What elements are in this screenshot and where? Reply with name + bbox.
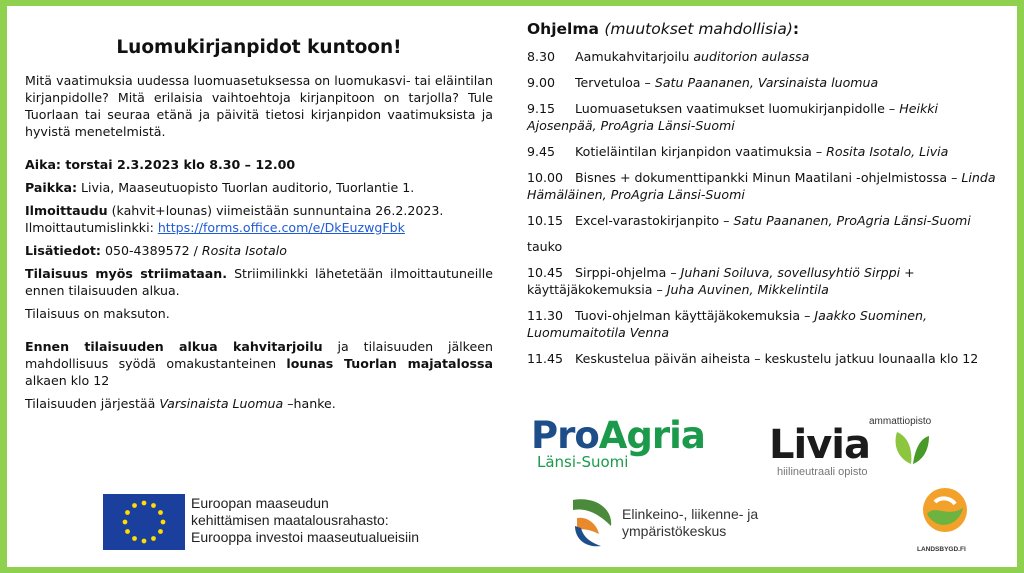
eu-star: [142, 539, 147, 544]
ely-emblem-icon: [567, 496, 617, 550]
time-line: Aika: torstai 2.3.2023 klo 8.30 – 12.00: [25, 157, 296, 172]
registration-link[interactable]: https://forms.office.com/e/DkEuzwgFbk: [157, 220, 405, 235]
info-line: Lisätiedot: 050-4389572 / Rosita Isotalo: [25, 243, 287, 258]
program-item: 9.15 Luomuasetuksen vaatimukset luomukirjanpidolle – Heikki Ajosenpää, ProAgria Länsi-Suomi: [527, 101, 939, 133]
leaf-icon: [891, 428, 931, 466]
eu-star: [132, 536, 137, 541]
coffee-line: Ennen tilaisuuden alkua kahvitarjoilu ja tilaisuuden jälkeen mahdollisuus syödä omakustanteinen lounas Tuorlan majatalossa alkaen klo 12: [25, 339, 493, 388]
eu-star: [151, 503, 156, 508]
program-item: 9.45 Kotieläintilan kirjanpidon vaatimuksia – Rosita Isotalo, Livia: [527, 144, 949, 159]
program-item: 11.30 Tuovi-ohjelman käyttäjäkokemuksia – Jaakko Suominen, Luomumaitotila Venna: [527, 308, 928, 340]
free-line: Tilaisuus on maksuton.: [25, 306, 170, 321]
ely-logo: Elinkeino-, liikenne- ja ympäristökeskus: [567, 496, 617, 555]
program: [527, 6, 1007, 376]
page-title: Luomukirjanpidot kuntoon!: [116, 37, 402, 58]
eu-star: [132, 503, 137, 508]
program-item: 8.30 Aamukahvitarjoilu auditorion aulassa: [527, 49, 810, 64]
eu-star: [151, 536, 156, 541]
eu-star: [125, 510, 130, 515]
program-item: 9.00 Tervetuloa – Satu Paananen, Varsinaista luomua: [527, 75, 879, 90]
proagria-logo: ProAgria Länsi-Suomi: [531, 414, 705, 471]
event-description: [25, 6, 493, 412]
program-item: 11.45 Keskustelua päivän aiheista – keskustelu jatkuu lounaalla klo 12: [527, 351, 979, 366]
eu-star: [161, 520, 166, 525]
program-item: 10.45 Sirppi-ohjelma – Juhani Soiluva, sovellusyhtiö Sirppi + käyttäjäkokemuksia – Juha Auvinen, Mikkelintila: [527, 265, 915, 297]
registration-line: Ilmoittaudu (kahvit+lounas) viimeistään sunnuntaina 26.2.2023. Ilmoittautumislinkki: https://forms.office.com/e/DkEuzwgFbk: [25, 203, 444, 235]
eu-flag-logo: [103, 494, 185, 550]
place-line: Paikka: Livia, Maaseutuopisto Tuorlan auditorio, Tuorlantie 1.: [25, 180, 415, 195]
program-item: 10.15 Excel-varastokirjanpito – Satu Paananen, ProAgria Länsi-Suomi: [527, 213, 971, 228]
program-item: tauko: [527, 239, 563, 254]
landsbygd-emblem-icon: [921, 484, 969, 542]
stream-line: Tilaisuus myös striimataan. Striimilinkki lähetetään ilmoittautuneille ennen tilaisuuden alkua.: [25, 266, 493, 298]
eu-star: [125, 529, 130, 534]
eu-funding-text: Euroopan maaseudun kehittämisen maatalousrahasto: Eurooppa investoi maaseutualueisiin: [191, 495, 420, 545]
program-item: 10.00 Bisnes + dokumenttipankki Minun Maatilani -ohjelmistossa – Linda Hämäläinen, ProAgria Länsi-Suomi: [527, 170, 996, 202]
eu-star: [158, 529, 163, 534]
eu-star: [142, 501, 147, 506]
landsbygd-logo: LANDSBYGD.FI: [921, 484, 969, 547]
intro-text: Mitä vaatimuksia uudessa luomuasetuksessa on luomukasvi- tai eläintilan kirjanpidolle? Mitä erilaisia vaihtoehtoja kirjanpitoon on tarjolla? Tule Tuorlaan tai seuraa etänä ja päivitä tietosi kirjanpidon vaatimuksista ja hyvistä menetelmistä.: [25, 73, 493, 139]
organizer-line: Tilaisuuden järjestää Varsinaista Luomua –hanke.: [25, 396, 336, 411]
program-list: [527, 48, 1007, 367]
livia-logo: ammattiopisto Livia hiilineutraali opisto: [769, 416, 932, 478]
poster: [7, 6, 1017, 567]
eu-star: [158, 510, 163, 515]
eu-star: [123, 520, 128, 525]
program-title: Ohjelma (muutokset mahdollisia):: [527, 20, 800, 38]
